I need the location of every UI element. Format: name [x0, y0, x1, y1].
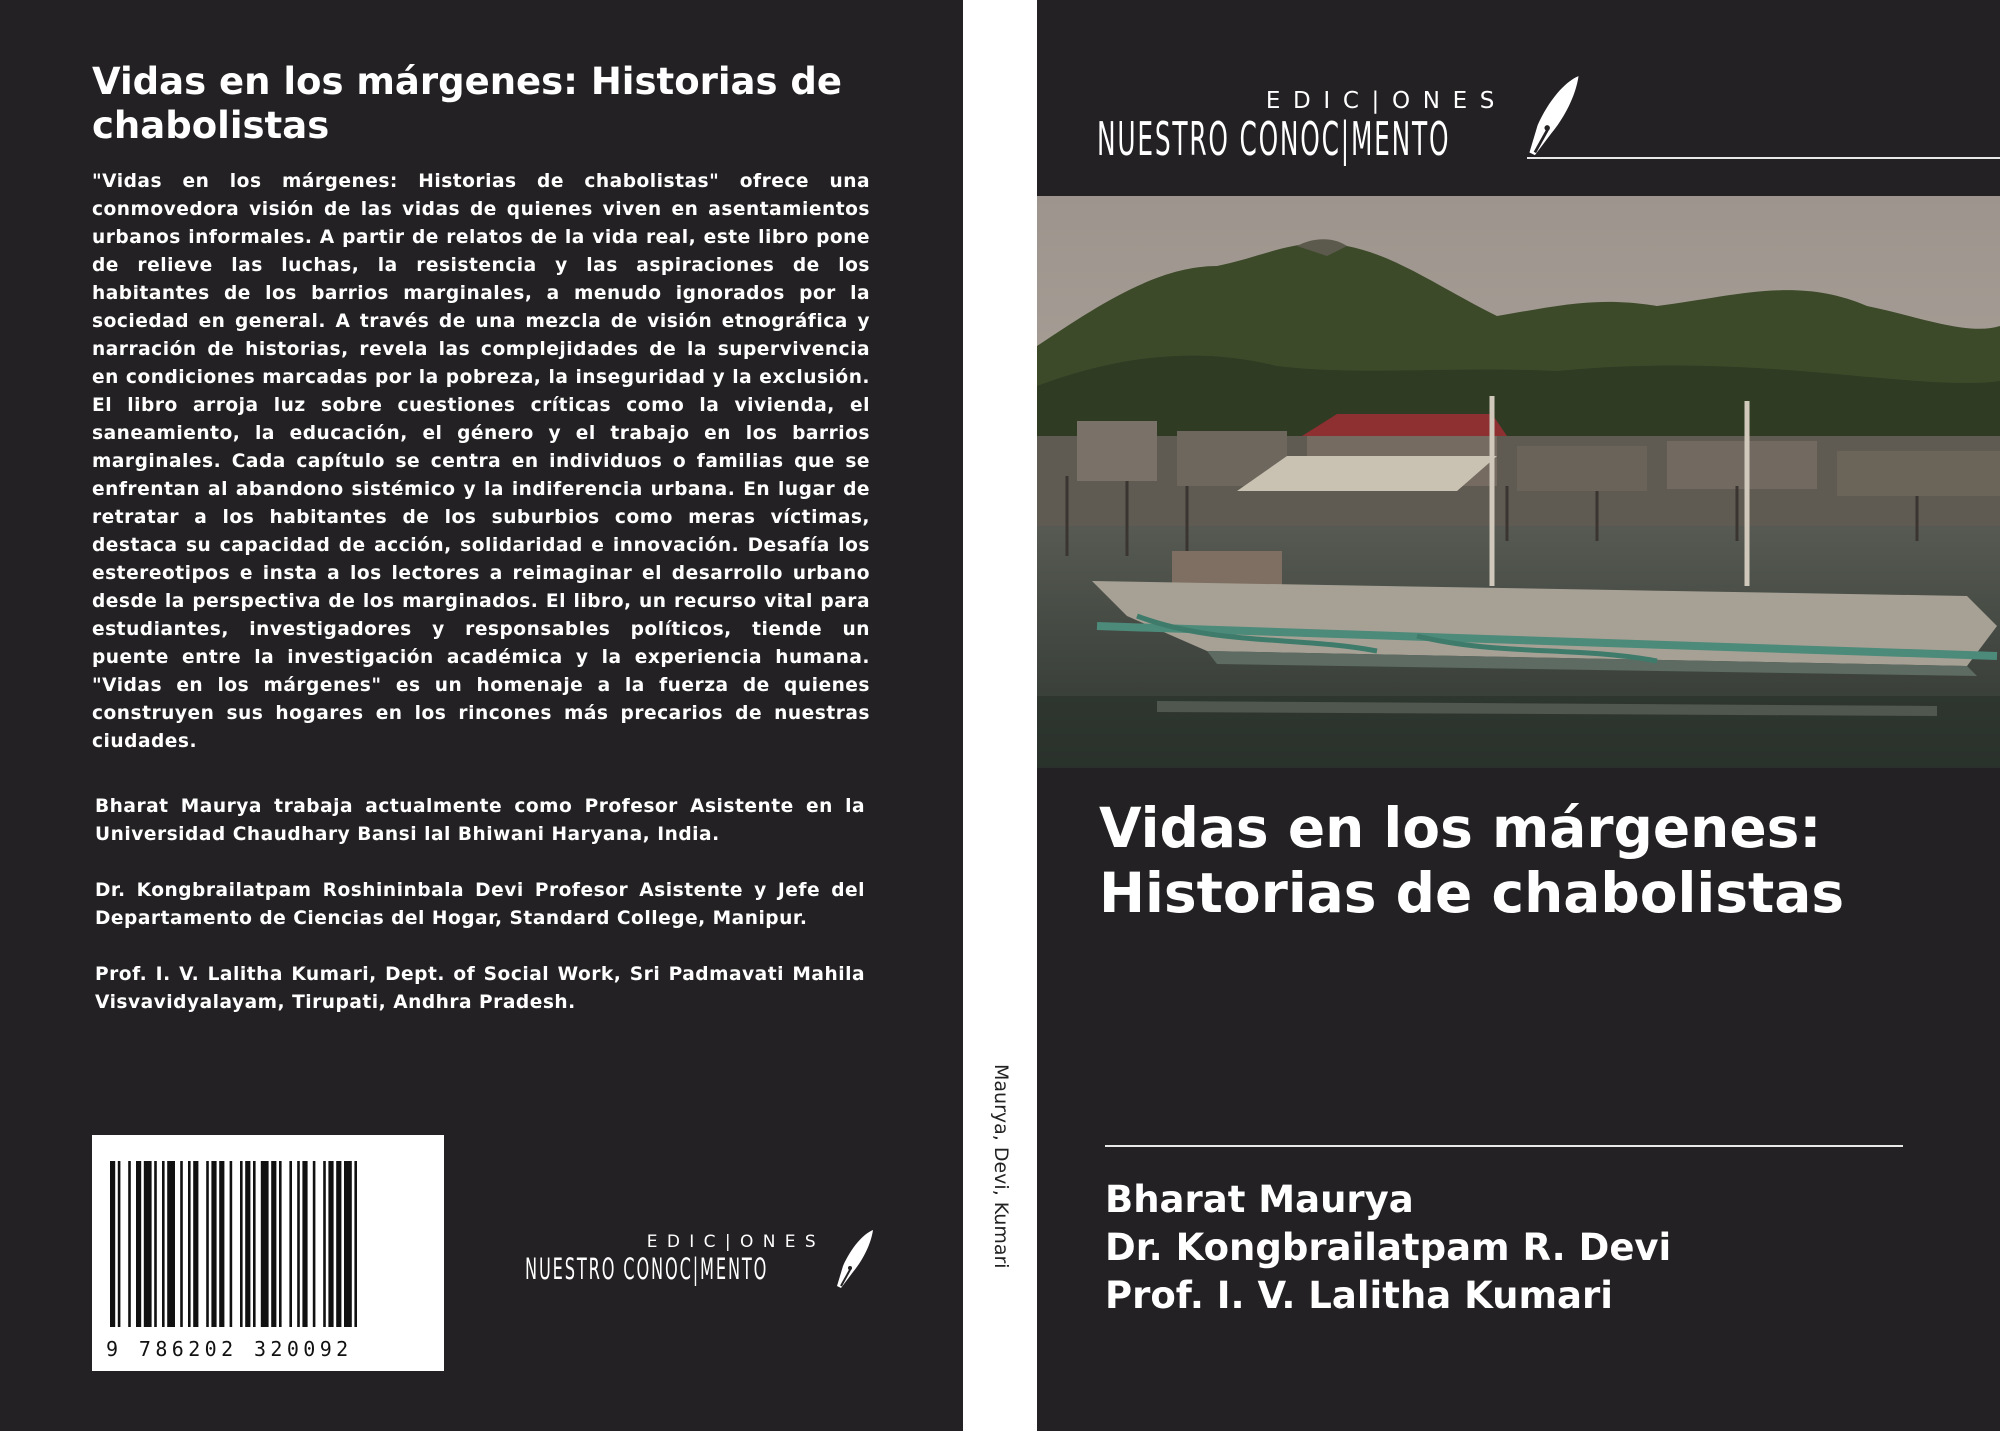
front-cover [1037, 0, 2000, 1431]
author-name: Dr. Kongbrailatpam R. Devi [1105, 1226, 1672, 1269]
publisher-line1: EDIC|ONES [1265, 88, 1507, 114]
barcode-bar [206, 1161, 209, 1327]
barcode-bar [354, 1161, 357, 1327]
barcode-bar [302, 1161, 307, 1327]
barcode-bar [289, 1161, 292, 1327]
author-name: Prof. I. V. Lalitha Kumari [1105, 1274, 1613, 1317]
barcode-bar [193, 1161, 198, 1327]
spine-authors: Maurya, Devi, Kumari [990, 1064, 1012, 1269]
barcode-bar [240, 1161, 243, 1327]
barcode-bar [180, 1161, 183, 1327]
barcode-bar [245, 1161, 250, 1327]
title-divider [1105, 1145, 1903, 1147]
barcode-bar [261, 1161, 269, 1327]
barcode-bar [323, 1161, 326, 1327]
barcode-bar [118, 1161, 121, 1327]
barcode-bar [188, 1161, 191, 1327]
publisher-line1: EDIC|ONES [646, 1232, 825, 1252]
publisher-line2: NUESTRO CONOC|MENTO [1097, 112, 1451, 166]
author-bio-devi: Dr. Kongbrailatpam Roshininbala Devi Profesor Asistente y Jefe del Departamento de Ciencias del Hogar, Standard College, Manipur. [95, 880, 865, 929]
barcode-bar [230, 1161, 233, 1327]
barcode-bar [219, 1161, 224, 1327]
author-list [1105, 1176, 1671, 1320]
book-spine [963, 0, 1037, 1431]
author-name: Bharat Maurya [1105, 1178, 1414, 1221]
publisher-logo-front [1097, 88, 1686, 166]
barcode-bar [162, 1161, 165, 1327]
back-description: "Vidas en los márgenes: Historias de chabolistas" ofrece una conmovedora visión de las vidas de quienes viven en asentamientos urbanos informales. A partir de relatos de la vida real, este libro pone de relieve las luchas, la resistencia y las aspiraciones de los habitantes de los barrios marginales, a menudo ignorados por la sociedad en general. A través de una mezcla de visión etnográfica y narración de historias, revela las complejidades de la supervivencia en condiciones marcadas por la pobreza, la inseguridad y la exclusión. El libro arroja luz sobre cuestiones críticas como la vivienda, el saneamiento, la educación, el género y el trabajo en los barrios marginales. Cada capítulo se centra en individuos o familias que se enfrentan al abandono sistémico y la indiferencia urbana. En lugar de retratar a los habitantes de los suburbios como meras víctimas, destaca su capacidad de acción, solidaridad e innovación. Desafía los estereotipos e insta a los lectores a reimaginar el desarrollo urbano desde la perspectiva de los marginados. El libro, un recurso vital para estudiantes, investigadores y responsables políticos, tiende un puente entre la investigación académica y la experiencia humana. "Vidas en los márgenes" es un homenaje a la fuerza de quienes construyen sus hogares en los rincones más precarios de nuestras ciudades. [92, 171, 870, 752]
isbn-barcode [92, 1135, 444, 1371]
author-bio-kumari: Prof. I. V. Lalitha Kumari, Dept. of Social Work, Sri Padmavati Mahila Visvavidyalayam, Tirupati, Andhra Pradesh. [95, 964, 865, 1013]
barcode-bars [110, 1161, 426, 1327]
barcode-bar [336, 1161, 341, 1327]
logo-underline [1527, 157, 2000, 159]
barcode-bar [211, 1161, 216, 1327]
barcode-bar [154, 1161, 157, 1327]
barcode-bar [136, 1161, 141, 1327]
barcode-bar [297, 1161, 300, 1327]
barcode-digits: 9 786202 320092 [106, 1337, 353, 1361]
barcode-bar [128, 1161, 131, 1327]
publisher-logo-back [525, 1232, 917, 1286]
barcode-bar [144, 1161, 152, 1327]
author-bio-maurya: Bharat Maurya trabaja actualmente como Profesor Asistente en la Universidad Chaudhary Bansi lal Bhiwani Haryana, India. [95, 796, 865, 845]
cover-photo-illustration [1037, 196, 2000, 768]
barcode-bar [253, 1161, 256, 1327]
publisher-line2: NUESTRO CONOC|MENTO [525, 1252, 769, 1286]
front-title: Vidas en los márgenes: Historias de chabolistas [1099, 796, 1845, 925]
barcode-bar [110, 1161, 115, 1327]
fountain-pen-nib-icon [1524, 72, 1584, 162]
back-title: Vidas en los márgenes: Historias de chabolistas [92, 60, 842, 147]
barcode-bar [279, 1161, 282, 1327]
barcode-bar [313, 1161, 316, 1327]
barcode-bar [167, 1161, 175, 1327]
fountain-pen-nib-icon [833, 1228, 877, 1292]
barcode-bar [271, 1161, 276, 1327]
back-cover [0, 0, 963, 1431]
cover-photo-stilt-village [1037, 196, 2000, 768]
barcode-bar [328, 1161, 333, 1327]
barcode-bar [344, 1161, 352, 1327]
